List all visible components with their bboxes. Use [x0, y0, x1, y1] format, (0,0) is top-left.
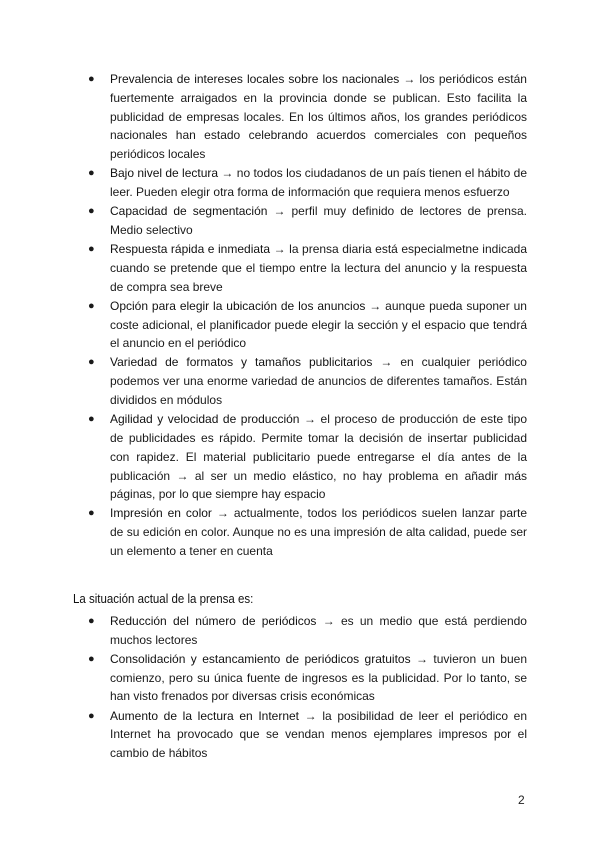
item-text: la prensa diaria está especialmetne indicada cuando se pretende que el tiempo entre la lectura del anuncio y la respuesta de compra sea breve — [110, 242, 528, 294]
item-term: Respuesta rápida e inmediata — [110, 242, 271, 257]
list-item — [0, 240, 600, 296]
list-item — [0, 650, 600, 706]
arrow-icon: → — [216, 506, 229, 521]
arrow-icon: → — [416, 651, 428, 666]
bullet-icon: ● — [88, 299, 95, 312]
bullet-icon: ● — [88, 652, 95, 665]
arrow-icon: → — [369, 298, 382, 313]
item-text: en cualquier periódico podemos ver una enorme variedad de anuncios de diferentes tamaños. Están divididos en módulos — [110, 355, 527, 408]
arrow-icon: → — [403, 72, 416, 86]
bullet-icon: ● — [88, 413, 95, 426]
list-item — [0, 410, 600, 504]
item-text: no todos los ciudadanos de un país tienen el hábito de leer. Pueden elegir otra forma de información que requiera menos esfuerzo — [110, 166, 527, 200]
bullet-icon: ● — [88, 243, 95, 256]
arrow-icon: → — [273, 242, 286, 257]
bullet-icon: ● — [88, 615, 95, 627]
list-item — [0, 297, 600, 353]
item-term: Bajo nivel de lectura — [110, 166, 219, 181]
item-term: Consolidación y estancamiento de periódicos gratuitos — [110, 651, 411, 666]
item-term: Opción para elegir la ubicación de los anuncios — [110, 298, 366, 313]
list-item — [0, 164, 600, 202]
list-item — [0, 202, 600, 240]
item-term: Prevalencia de intereses locales sobre los nacionales — [110, 72, 400, 86]
item-text: actualmente, todos los periódicos suelen lanzar parte de su edición en color. Aunque no es una impresión de alta calidad, puede ser un elemento a tener en cuenta — [110, 506, 527, 558]
item-text: los periódicos están fuertemente arraigados en la provincia donde se publican. Esto facilita la publicidad de empresas locales. En los últimos años, los grandes periódicos nacionales han estado celebrando acuerdos comerciales con pequeños periódicos locales — [110, 72, 527, 162]
list-item — [0, 612, 600, 650]
list-item — [0, 504, 600, 560]
item-text: es un medio que está perdiendo muchos lectores — [110, 614, 527, 647]
arrow-icon: → — [380, 355, 393, 370]
list-item — [0, 707, 600, 763]
item-text: el proceso de producción de este tipo de publicidades es rápido. Permite tomar la decisión de insertar publicidad con rapidez. El material publicitario puede entregarse el día antes de la publicación → al ser un medio elástico, no hay problema en añadir más páginas, por lo que siempre hay espacio — [110, 412, 528, 502]
item-term: Reducción del número de periódicos — [110, 614, 317, 628]
advantages-list — [0, 70, 600, 561]
bullet-icon: ● — [88, 507, 95, 520]
item-text: la posibilidad de leer el periódico en Internet ha provocado que se vendan menos ejemplares impresos por el cambio de hábitos — [110, 708, 527, 761]
item-term: Agilidad y velocidad de producción — [110, 412, 300, 427]
item-text: aunque pueda suponer un coste adicional, el planificador puede elegir la sección y el espacio que tendrá el anuncio en el periódico — [110, 298, 527, 351]
arrow-icon: → — [273, 204, 286, 219]
bullet-icon: ● — [88, 709, 95, 722]
arrow-icon: → — [322, 614, 335, 628]
bullet-icon: ● — [88, 167, 95, 180]
item-text: perfil muy definido de lectores de prensa. Medio selectivo — [110, 204, 527, 237]
arrow-icon: → — [304, 412, 316, 427]
item-term: Aumento de la lectura en Internet — [110, 708, 300, 723]
list-item — [0, 353, 600, 409]
item-text: tuvieron un buen comienzo, pero su única fuente de ingresos es la publicidad. Por lo tanto, se han visto frenados por diversas crisis económicas — [110, 651, 527, 704]
bullet-icon: ● — [88, 73, 95, 85]
bullet-icon: ● — [88, 205, 95, 218]
item-term: Capacidad de segmentación — [110, 204, 268, 219]
list-item — [0, 70, 600, 164]
page-number: 2 — [518, 793, 525, 807]
section-title: La situación actual de la prensa es: — [73, 592, 254, 606]
arrow-icon: → — [304, 708, 317, 723]
bullet-icon: ● — [88, 356, 95, 369]
arrow-icon: → — [221, 166, 234, 181]
item-term: Variedad de formatos y tamaños publicitarios — [110, 355, 373, 370]
item-term: Impresión en color — [110, 506, 212, 521]
current-situation-list — [0, 612, 600, 763]
